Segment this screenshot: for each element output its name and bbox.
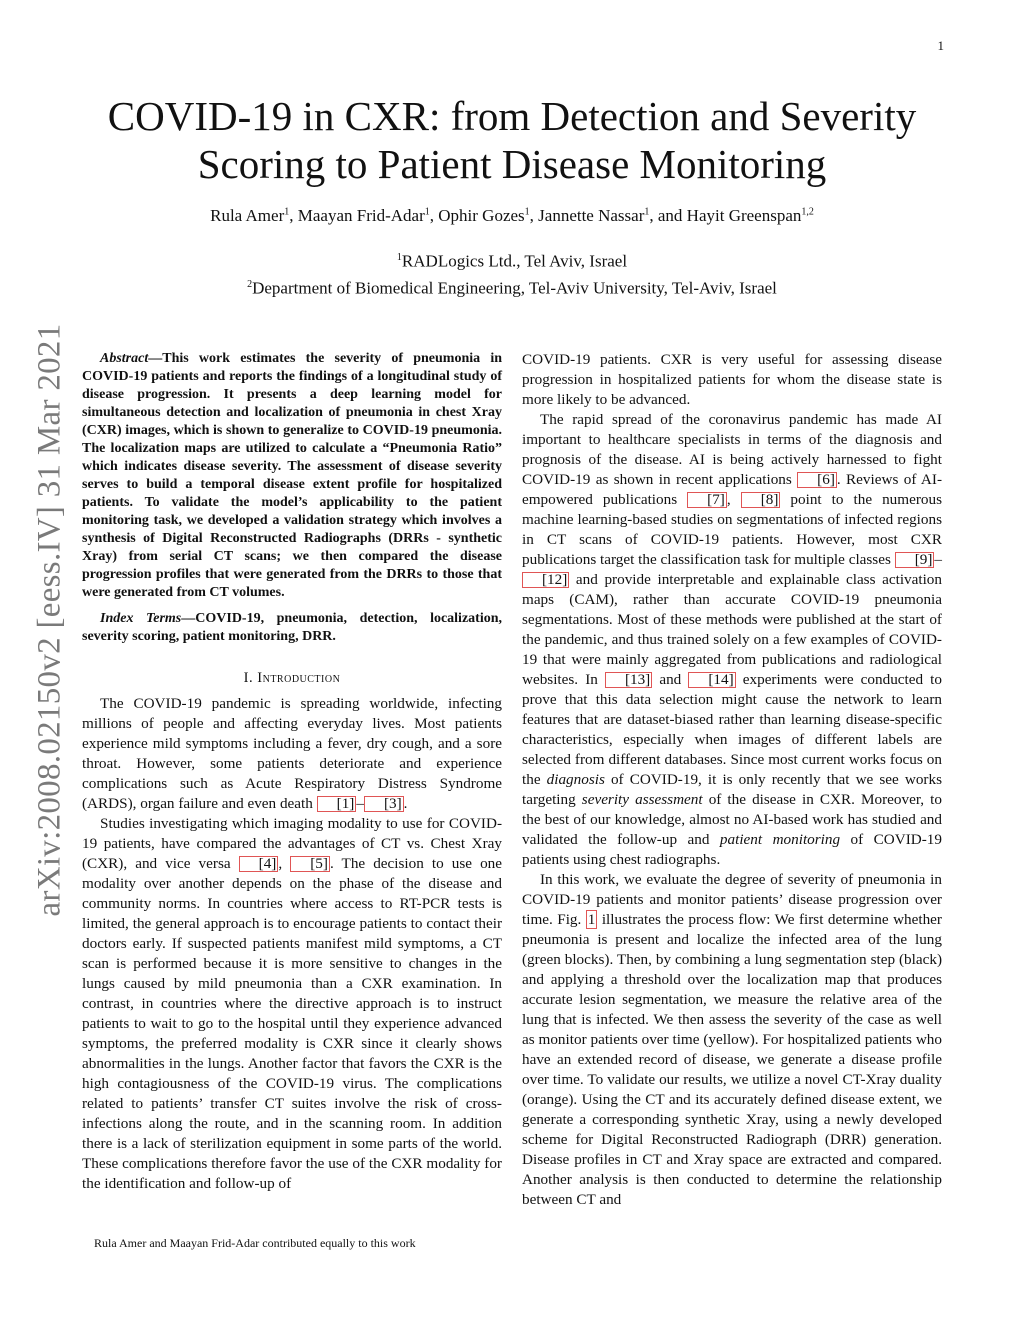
author-name: Jannette Nassar bbox=[538, 206, 645, 225]
emphasis: diagnosis bbox=[546, 771, 605, 788]
citation-link[interactable]: [4] bbox=[239, 856, 279, 872]
author-affiliation-mark: 1 bbox=[424, 206, 430, 218]
citation-link[interactable]: [14] bbox=[688, 672, 735, 688]
paragraph-text: – bbox=[356, 795, 364, 812]
paragraph-text: . Reviews of AI-empowered publications bbox=[522, 471, 942, 508]
index-terms-text: COVID-19, pneumonia, detection, localization, severity scoring, patient monitoring, DRR. bbox=[82, 611, 502, 644]
title-line-2: Scoring to Patient Disease Monitoring bbox=[197, 141, 827, 187]
affiliation-text: Department of Biomedical Engineering, Tel-Aviv University, Tel-Aviv, Israel bbox=[252, 278, 777, 298]
author-affiliation-mark: 1 bbox=[644, 206, 650, 218]
paragraph-intro-3 bbox=[522, 410, 942, 870]
section-numeral: I. bbox=[243, 670, 258, 686]
left-column bbox=[82, 350, 502, 1194]
citation-link[interactable]: [1] bbox=[317, 796, 357, 812]
author-name: Maayan Frid-Adar bbox=[297, 206, 425, 225]
figure-link[interactable]: 1 bbox=[587, 911, 596, 928]
paragraph-intro-4 bbox=[522, 870, 942, 1210]
footnote: Rula Amer and Maayan Frid-Adar contributed equally to this work bbox=[94, 1236, 416, 1250]
paragraph-intro-2 bbox=[82, 814, 502, 1194]
paragraph-text: of the disease in CXR. Moreover, to the best of our knowledge, almost no AI-based work has studied and validated the follow-up and bbox=[522, 791, 942, 848]
right-column bbox=[522, 350, 942, 1210]
paragraph-text: The COVID-19 pandemic is spreading worldwide, infecting millions of people and affecting everyday lives. Most patients experience mild symptoms including a fever, dry cough, and a sore throat. However, some patients deteriorate and experience complications such as Acute Respiratory Distress Syndrome (ARDS), organ failure and even death bbox=[82, 695, 502, 812]
paragraph-text: , bbox=[726, 491, 741, 508]
author bbox=[210, 206, 298, 225]
affiliation-number: 2 bbox=[247, 278, 253, 290]
citation-link[interactable]: [5] bbox=[290, 856, 330, 872]
paragraph-text: experiments were conducted to prove that this data selection might cause the network to learn features that are dataset-biased rather than learning disease-specific characteristics, especially when images of different labels are selected from different databases. Since most current works focus on the bbox=[522, 671, 942, 788]
paragraph-text: illustrates the process flow: We first determine whether pneumonia is present and localize the infected area of the lung (green blocks). Then, by combining a lung segmentation step (black) and applying a threshold over the localization map that produces accurate lesion segmentation, we measure the relative area of the lung that is infected. We then assess the severity of the case as well as monitor patients over time (yellow). For hospitalized patients who have an extended record of disease, we generate a disease profile over time. To validate our results, we utilize a novel CT-Xray duality (orange). Using the CT and its accurately defined disease extent, we generate a corresponding synthetic Xray, using a newly developed scheme for Digital Reconstructed Radiograph (DRR) generation. Disease profiles in CT and Xray space are extracted and compared. Another analysis is then conducted to determine the relationship between CT and bbox=[522, 911, 942, 1208]
abstract-label: Abstract bbox=[100, 351, 149, 366]
author bbox=[687, 206, 814, 225]
paragraph-text: . bbox=[403, 795, 408, 812]
author-list bbox=[90, 206, 934, 226]
paragraph-text: point to the numerous machine learning-based studies on segmentations of infected regions in CT scans of COVID-19 patients. However, most CXR publications target the classification task for multiple classes bbox=[522, 491, 942, 568]
paragraph-text: of COVID-19, it is only recently that we see works targeting bbox=[522, 771, 942, 808]
title-line-1: COVID-19 in CXR: from Detection and Severity bbox=[107, 93, 917, 139]
affiliation-number: 1 bbox=[396, 252, 402, 263]
paragraph-text: of COVID-19 patients using chest radiographs. bbox=[522, 831, 942, 868]
affiliation bbox=[90, 273, 934, 300]
citation-link[interactable]: [12] bbox=[522, 572, 569, 588]
citation-link[interactable]: [6] bbox=[797, 472, 837, 488]
citation-link[interactable]: [3] bbox=[364, 796, 404, 812]
index-terms-label: Index Terms bbox=[100, 611, 182, 626]
abstract: Abstract—This work estimates the severity of pneumonia in COVID-19 patients and reports the findings of a longitudinal study of disease progression. It presents a deep learning model for simultaneous detection and localization of pneumonia in chest Xray (CXR) images, which is shown to generalize to COVID-19 pneumonia. The localization maps are utilized to calculate a “Pneumonia Ratio” which indicates disease severity. The assessment of disease severity serves to build a temporal disease extent profile for hospitalized patients. To validate the model’s applicability to the patient monitoring task, we developed a validation strategy which involves a synthesis of Digital Reconstructed Radiographs (DRRs - synthetic Xray) from serial CT scans; we then compared the disease progression profiles that were generated from the DRRs to those that were generated from CT volumes. bbox=[82, 351, 502, 600]
citation-link[interactable]: [13] bbox=[605, 672, 652, 688]
paragraph-text: Studies investigating which imaging modality to use for COVID-19 patients, have compared the advantages of CT vs. Chest Xray (CXR), and vice versa bbox=[82, 815, 502, 872]
paragraph-text: , bbox=[278, 855, 291, 872]
author-affiliation-mark: 1 bbox=[284, 206, 290, 218]
affiliation bbox=[90, 246, 934, 273]
author bbox=[438, 206, 538, 225]
author-affiliation-mark: 1,2 bbox=[801, 206, 814, 218]
abstract-text: This work estimates the severity of pneumonia in COVID-19 patients and reports the findings of a longitudinal study of disease progression. It presents a deep learning model for simultaneous detection and localization of pneumonia in chest Xray (CXR) images, which is shown to generalize to COVID-19 pneumonia. The localization maps are utilized to calculate a “Pneumonia Ratio” which indicates disease severity. The assessment of disease severity serves to build a temporal disease extent profile for hospitalized patients. To validate the model’s applicability to the patient monitoring task, we developed a validation strategy which involves a synthesis of Digital Reconstructed Radiographs (DRRs - synthetic Xray) from serial CT scans; we then compared the disease progression profiles that were generated from the DRRs to those that were generated from CT volumes. bbox=[82, 351, 502, 600]
author-name: Ophir Gozes bbox=[438, 206, 525, 225]
paragraph-text: In this work, we evaluate the degree of severity of pneumonia in COVID-19 patients and monitor patients’ disease progression over time. Fig. bbox=[522, 871, 942, 928]
citation-link[interactable]: [7] bbox=[687, 492, 727, 508]
affiliation-text: RADLogics Ltd., Tel Aviv, Israel bbox=[401, 251, 628, 271]
author-separator: , bbox=[289, 206, 298, 225]
citation-link[interactable]: [9] bbox=[895, 552, 935, 568]
section-title: Introduction bbox=[257, 670, 341, 686]
author-name: Rula Amer bbox=[210, 206, 285, 225]
affiliation-list bbox=[90, 246, 934, 299]
author-separator: , bbox=[529, 206, 539, 225]
author-name: Hayit Greenspan bbox=[686, 206, 802, 225]
author bbox=[298, 206, 439, 225]
paragraph-text: and provide interpretable and explainable class activation maps (CAM), rather than accurate COVID-19 pneumonia segmentations. Most of these methods were published at the start of the pandemic, and thus trained solely on a few examples of COVID-19 that were mainly aggregated from publications and radiological websites. In bbox=[522, 571, 942, 688]
paragraph-text: and bbox=[652, 671, 689, 688]
paragraph-text: . The decision to use one modality over another depends on the phase of the disease and community norms. In countries where access to RT-PCR tests is limited, the general approach is to encourage patients to contact their doctors early. If suspected patients manifest mild symptoms, a CT scan is performed because it is more sensitive to changes in the lungs caused by mild pneumonia than a CXR examination. In contrast, in countries where the directive approach is to instruct patients to wait to go to the hospital until they experience advanced symptoms, the preferred modality is CXR since it clearly shows abnormalities in the lungs. Another factor that favors the CXR is the high contagiousness of the COVID-19 virus. The complications related to patients’ transfer CT suites involve the risk of cross-infections along the route, and in the scanning room. In addition there is a lack of sterilization equipment in some parts of the world. These complications therefore favor the use of the CXR modality for the identification and follow-up of bbox=[82, 855, 502, 1192]
emphasis: severity assessment bbox=[581, 791, 703, 808]
section-heading-introduction bbox=[82, 668, 502, 688]
arxiv-stamp: arXiv:2008.02150v2 [eess.IV] 31 Mar 2021 bbox=[31, 323, 68, 917]
paragraph-text: The rapid spread of the coronavirus pandemic has made AI important to healthcare specialists in terms of the diagnosis and prognosis of the disease. AI is being actively harnessed to fight COVID-19 as shown in recent applications bbox=[522, 411, 942, 488]
emphasis: patient monitoring bbox=[719, 831, 841, 848]
index-terms: Index Terms—COVID-19, pneumonia, detection, localization, severity scoring, patient monitoring, DRR. bbox=[82, 611, 502, 644]
author-separator: , and bbox=[649, 206, 687, 225]
paragraph-text: – bbox=[934, 551, 942, 568]
paragraph-intro-2-continued: COVID-19 patients. CXR is very useful for assessing disease progression in hospitalized patients for whom the disease state is more likely to be advanced. bbox=[522, 351, 942, 408]
author-affiliation-mark: 1 bbox=[524, 206, 530, 218]
paper-title bbox=[90, 92, 934, 188]
paragraph-intro-1 bbox=[82, 694, 502, 814]
author bbox=[538, 206, 687, 225]
citation-link[interactable]: [8] bbox=[741, 492, 781, 508]
page-number: 1 bbox=[937, 38, 944, 53]
author-separator: , bbox=[429, 206, 439, 225]
